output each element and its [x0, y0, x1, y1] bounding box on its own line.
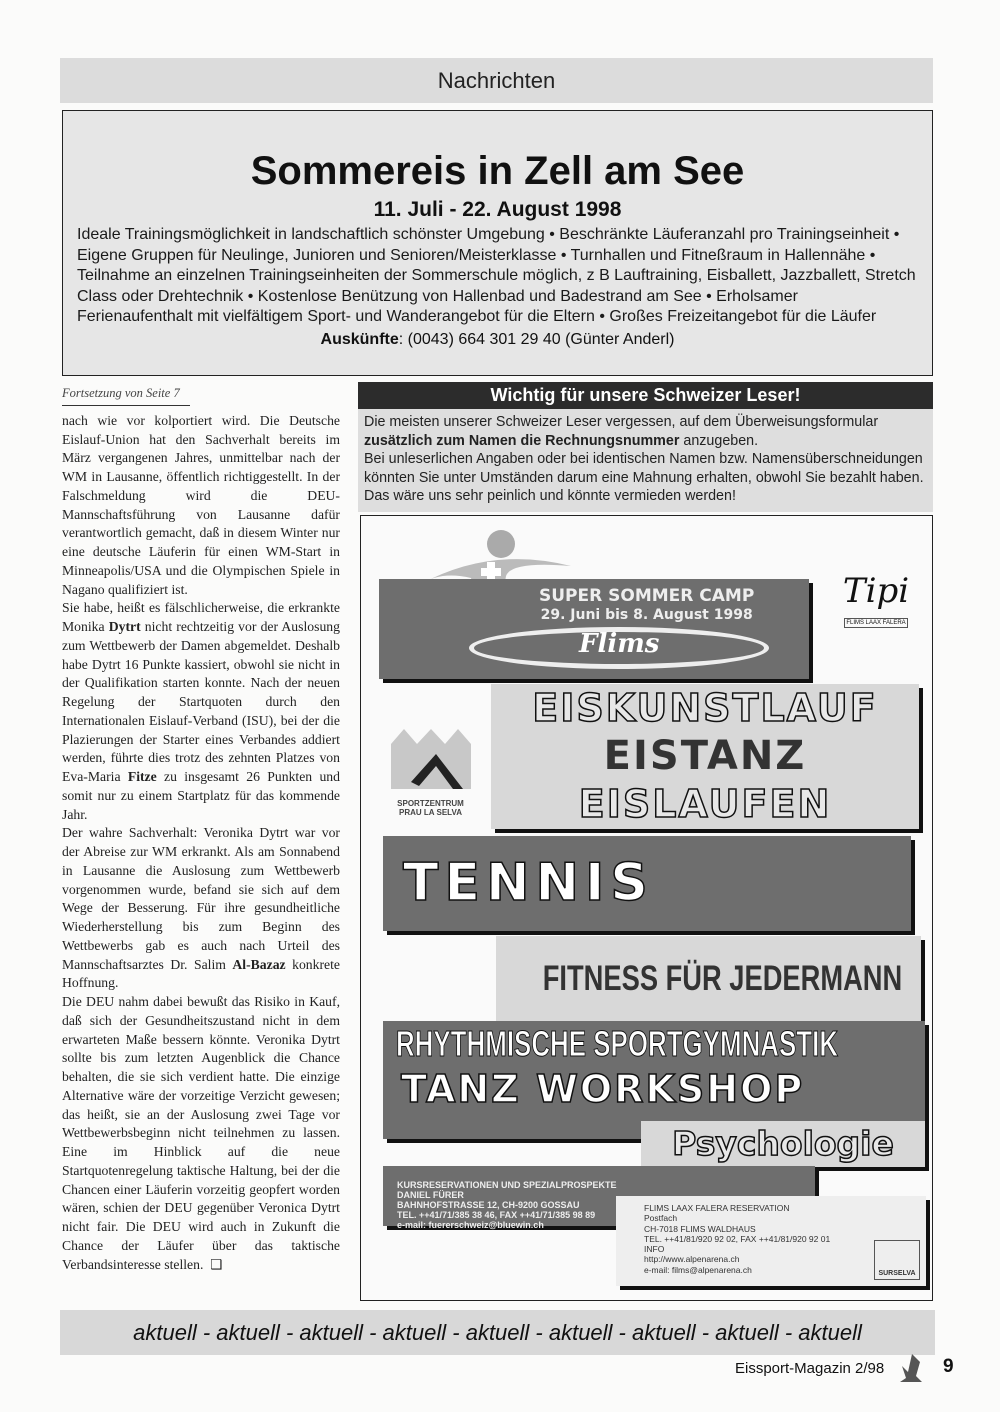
text-bold: zusätzlich zum Namen die Rechnungsnummer [364, 432, 680, 449]
name-bold: Al-Bazaz [232, 956, 286, 972]
end-mark-icon: ❑ [210, 1256, 223, 1272]
text: nicht rechtzeitig vor der Auslosung zum Wettbewerb der Damen abgemeldet. Deshalb habe Dytrt 16 Punkte kassiert, obwohl sie nicht in der Qualifikation starten konnte. Nach der neuen Regelung der Startquoten durch den Internationalen Eislauf-Verband (ISU), bei der die Plazierungen der Starter eines Verbandes addiert werden, führte dies trotz des zehnten Platzes von Eva-Maria [62, 619, 340, 784]
sportzentrum-logo [383, 724, 478, 817]
camp-dates: 29. Juni bis 8. August 1998 [540, 607, 753, 623]
feature-dates: 11. Juli - 22. August 1998 [373, 198, 622, 221]
contact-line: INFO [644, 1244, 665, 1255]
text: konkrete Hoffnung. [62, 956, 341, 991]
contact-line: TEL. ++41/71/385 38 46, FAX ++41/71/385 98 89 [397, 1210, 596, 1220]
label-tennis: TENNIS [403, 853, 654, 913]
tipi-logo [831, 571, 921, 629]
feature-title: Sommereis in Zell am See [250, 149, 745, 193]
label-rsg: RHYTHMISCHE SPORTGYMNASTIK [395, 1023, 839, 1064]
section-header: Nachrichten [60, 58, 933, 103]
label-fitness: FITNESS FÜR JEDERMANN [542, 959, 903, 998]
contact-line: KURSRESERVATIONEN UND SPEZIALPROSPEKTE [397, 1180, 617, 1190]
contact-line: CH-7018 FLIMS WALDHAUS [644, 1223, 756, 1234]
continued-note: Fortsetzung von Seite 7 [62, 384, 190, 406]
article-paragraph [62, 993, 340, 1274]
notice-title: Wichtig für unsere Schweizer Leser! [358, 382, 933, 409]
label-tanz: TANZ WORKSHOP [401, 1067, 805, 1111]
feature-contact [63, 331, 932, 349]
label-eislaufen: EISLAUFEN [578, 782, 832, 826]
article-paragraph [62, 824, 340, 993]
label-psychologie: Psychologie [672, 1124, 894, 1163]
name-bold: Fitze [127, 769, 157, 784]
article-column [62, 384, 340, 1274]
contact-line: TEL. ++41/81/920 92 02, FAX ++41/81/920 92 01 [644, 1233, 831, 1244]
label-eiskunstlauf: EISKUNSTLAUF [532, 686, 878, 730]
text: Sie habe, heißt es fälschlicherweise, die erkrankte Monika [62, 600, 340, 634]
contact-line: FLIMS LAAX FALERA RESERVATION [644, 1203, 790, 1213]
aktuell-banner: aktuell - aktuell - aktuell - aktuell - aktuell - aktuell - aktuell - aktuell - aktuell [60, 1310, 935, 1355]
text: Bei unleserlichen Angaben oder bei identischen Namen bzw. Namensüberschneidungen könnten Sie unter Umständen darum eine Mahnung erhalten, obwohl Sie bezahlt haben. Das wäre uns sehr peinlich und könnte vermieden werden! [364, 451, 924, 505]
contact-line: BAHNHOFSTRASSE 12, CH-9200 GOSSAU [397, 1200, 580, 1210]
info-value: : (0043) 664 301 29 40 (Günter Anderl) [398, 330, 675, 348]
swiss-notice [358, 382, 933, 512]
sportzentrum-name: SPORTZENTRUM [397, 799, 464, 808]
fitness-panel [496, 936, 921, 1021]
notice-body [358, 409, 933, 512]
magazine-name: Eissport-Magazin 2/98 [735, 1360, 885, 1377]
text: Die meisten unserer Schweizer Leser vergessen, auf dem Überweisungsformular [364, 414, 879, 430]
info-label: Auskünfte [320, 330, 399, 348]
mountain-icon [391, 724, 471, 794]
text: Die DEU nahm dabei bewußt das Risiko in Kauf, daß sich der Gesundheitszustand nicht in dem erwarteten Maße bessern könnte. Veronika Dytrt sollte bis zum letzten Augenblick die Chance behalten, die sie sich verdient hatte. Die einzige Alternative wäre der vorzeitige Verzicht gewesen; das heißt, sie an der Auslosung zwei Tage vor Wettbewerbsbeginn nicht teilnehmen zu lassen. Eine im Hinblick auf die neue Startquotenregelung taktische Haltung, bei der die Chancen einer Läuferin vorzeitig geopfert worden wären, schien der DEU gegenüber Veronica Dytrt nicht fair. Die DEU wird auch in Zukunft die Chance der Läufer über das taktische Verbandsinteresse stellen. [62, 994, 340, 1272]
advertisement [360, 515, 933, 1301]
contact-url[interactable]: http://www.alpenarena.ch [644, 1254, 740, 1265]
text: Der wahre Sachverhalt: Veronika Dytrt war vor der Abreise zur WM erkrankt. Als am Sonnabend in Lausanne die Auslosung zum Wettbewerb vorgenommen wurde, befand sie sich auf dem Wege der Besserung. Für ihre gesundheitliche Wiederherstellung bis zum Beginn des Wettbewerbs gab es auch nach Urteil des Mannschaftsarztes Dr. Salim [62, 825, 340, 972]
feature-body: Ideale Trainingsmöglichkeit in landschaftlich schönster Umgebung • Beschränkte Läuferanzahl pro Trainingseinheit • Eigene Gruppen für Neulinge, Junioren und Senioren/Meisterklasse • Turnhallen und Fitneßraum in Hallennähe • Teilnahme an einzelnen Trainingseinheiten der Sommerschule möglich, z B Lauftraining, Eisballett, Jazzballett, Stretch Class oder Drehtechnik • Kostenlose Benützung von Hallenbad und Badestrand am See • Erholsamer Ferienaufenthalt mit vielfältigem Sport- und Wanderangebot für die Eltern • Großes Freizeitangebot für die Läufer [77, 226, 916, 326]
article-paragraph: nach wie vor kolportiert wird. Die Deutsche Eislauf-Union hat den Sachverhalt bereits im März vergangenen Jahres, unmittelbar nach der WM in Lausanne, öffentlich richtiggestellt. In der Falschmeldung wird die DEU-Mannschaftsführung von Lausanne dafür verantwortlich gemacht, daß in diesem Winter nur eine deutsche Läuferin für einen WM-Start in Minneapolis/USA und die Olympischen Spiele in Nagano qualifiziert ist. [62, 412, 340, 597]
skater-logo-icon [898, 1352, 926, 1386]
text: zu insgesamt 26 Punkten und somit nur zu einem Startplatz für das kommende Jahr. [62, 769, 340, 822]
article-paragraph [62, 599, 340, 824]
text: anzugeben. [679, 432, 759, 449]
camp-banner [379, 579, 809, 679]
contact-email: e-mail: fuererschweiz@bluewin.ch [397, 1220, 544, 1230]
page-number: 9 [943, 1356, 954, 1377]
contact-line: Postfach [644, 1213, 678, 1224]
psychologie-panel [641, 1121, 925, 1167]
tipi-logo-text: Tipi [842, 571, 910, 611]
contact-flims [616, 1196, 926, 1286]
tennis-band [383, 836, 911, 931]
ice-panel [491, 684, 919, 829]
name-bold: Dytrt [108, 619, 141, 634]
contact-email[interactable]: e-mail: films@alpenarena.ch [644, 1264, 752, 1275]
surselva-logo: SURSELVA [874, 1240, 920, 1280]
contact-line: DANIEL FÜRER [397, 1190, 464, 1200]
label-eistanz: EISTANZ [603, 733, 807, 779]
sportzentrum-place: PRAU LA SELVA [399, 808, 462, 817]
feature-box [62, 110, 933, 376]
tipi-sub: FLIMS LAAX FALERA [846, 620, 906, 626]
flims-logo: Flims [579, 629, 660, 659]
camp-title: SUPER SOMMER CAMP [539, 586, 755, 606]
